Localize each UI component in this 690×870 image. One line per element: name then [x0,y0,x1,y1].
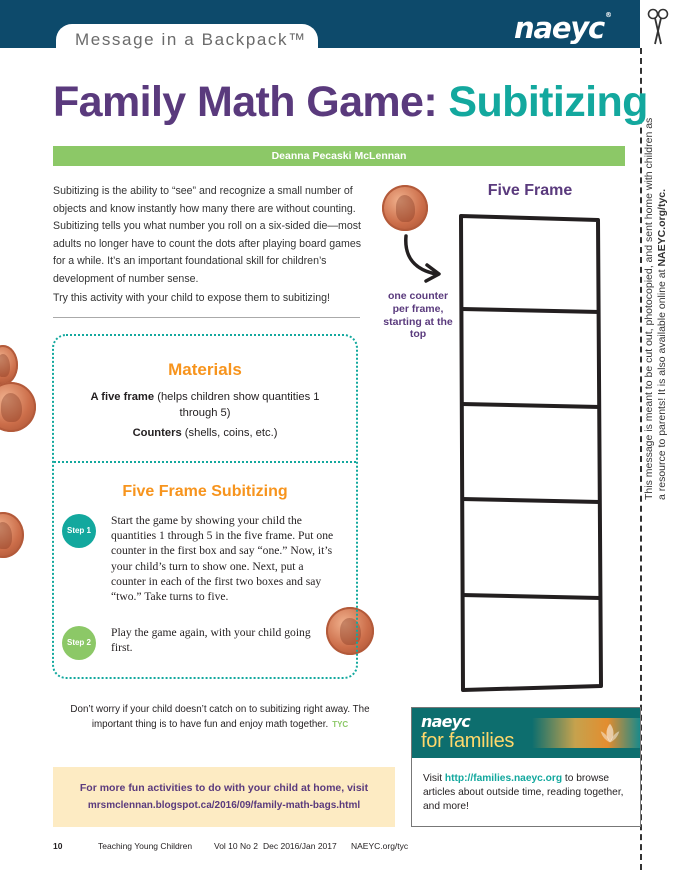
for-families-link[interactable]: http://families.naeyc.org [444,773,563,784]
five-frame-row-divider [462,404,600,407]
materials-item-five-frame [70,389,340,421]
side-note-text: This message is meant to be cut out, photocopied, and sent home with children as a resource to parents! It is also available online at [643,117,668,500]
penny-bust [0,354,10,377]
penny-image [0,512,24,558]
curved-arrow-icon [398,232,446,286]
five-frame-row-divider [462,309,600,312]
footer-url[interactable]: NAEYC.org/tyc [351,841,409,851]
more-activities-text: For more fun activities to do with your child at home, visit [79,782,369,794]
five-frame-row-divider [462,499,600,502]
step1-text: Start the game by showing your child the quantities 1 through 5 in the five frame. Put one counter in the first box and say “one.” Now, it’s your child’s turn to show one. Next, put a counter in each of the first two boxes and say “two.” Take turns to five. [111,514,334,604]
penny-bust [0,522,12,549]
footer-issue: Vol 10 No 2 [214,841,258,851]
more-activities-box [53,767,395,827]
five-frame-note: one counter per frame, starting at the top [383,290,453,341]
title-part2: Subitizing [448,78,648,126]
penny-image [0,382,36,432]
closing-text-body: Don’t worry if your child doesn’t catch on to subitizing right away. The important thing is to have fun and enjoy math together. [70,704,370,730]
scissors-icon [646,8,670,48]
intro-try: Try this activity with your child to expose them to subitizing! [53,292,330,304]
title-part1: Family Math Game: [53,78,449,126]
page-title [53,78,648,127]
for-families-visit: Visit [423,773,445,784]
naeyc-logo: naeyc® [514,11,611,45]
penny-bust [1,393,22,422]
penny-image [0,345,18,385]
naeyc-logo-text: naeyc [514,11,604,45]
footer-journal: Teaching Young Children [98,841,193,851]
materials-item1-rest: (helps children show quantities 1 through 5) [154,391,320,419]
penny-image [382,185,428,231]
five-frame-title: Five Frame [487,182,573,199]
divider-rule [53,317,360,318]
tyc-tag: TYC [332,720,349,729]
side-note-link[interactable]: NAEYC.org/tyc. [656,188,668,267]
more-activities-link[interactable]: mrsmclennan.blogspot.ca/2016/09/family-math-bags.html [87,800,361,811]
materials-item2-rest: (shells, coins, etc.) [181,427,278,439]
step1-badge: Step 1 [62,514,96,548]
five-frame-grid [455,208,605,694]
materials-item2-bold: Counters [132,427,182,439]
five-frame-outline [461,216,601,690]
for-families-logo: naeyc [421,712,470,731]
footer-page-number: 10 [53,841,63,851]
footer-date: Dec 2016/Jan 2017 [263,841,337,851]
penny-bust [396,195,415,222]
series-tab-label: Message in a Backpack™ [75,30,307,49]
materials-item1-bold: A five frame [90,391,155,403]
materials-item-counters [70,425,340,441]
five-frame-row-divider [462,595,600,598]
for-families-tagline: for families [421,730,515,752]
for-families-rest: to browse articles about outside time, reading together, and more! [423,773,624,812]
step2-badge: Step 2 [62,626,96,660]
author-bar: Deanna Pecaski McLennan [53,146,625,166]
intro-paragraph: Subitizing is the ability to “see” and recognize a small number of objects and know instantly how many there are without counting. Subitizing tells you what number you roll on a six-sided die—most adults no longer have to count the dots after playing board games for a while. It’s an important foundational skill for children’s development of number sense. [53,185,362,285]
activity-heading: Five Frame Subitizing [122,483,288,500]
activity-box-divider [54,461,356,463]
side-note [643,110,669,500]
closing-text [60,702,380,732]
materials-heading: Materials [168,360,242,379]
step2-text: Play the game again, with your child going first. [111,626,311,655]
leaf-icon [596,720,624,748]
for-families-text [423,772,628,814]
